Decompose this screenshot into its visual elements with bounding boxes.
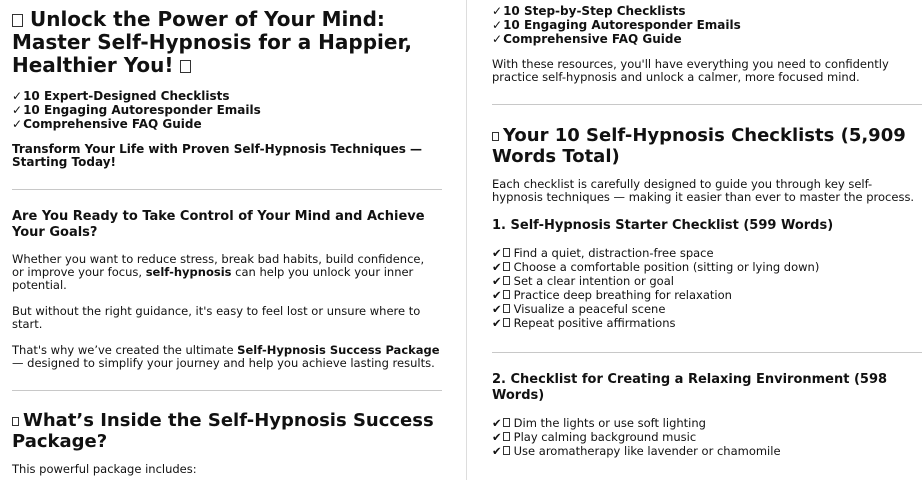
hero-title-line: Master Self-Hypnosis for a Happier, xyxy=(12,30,412,54)
checklist-item: ✔ Choose a comfortable position (sitting or lying down) xyxy=(492,260,820,274)
section-divider xyxy=(492,352,922,353)
checklist xyxy=(492,246,922,330)
checklists-heading: Your 10 Self-Hypnosis Checklists (5,909 Words Total) xyxy=(492,125,906,167)
checklists-intro: Each checklist is carefully designed to guide you through key self- hypnosis techniques — making it easier than ever to master the process. xyxy=(492,177,915,204)
check-icon: ✔ xyxy=(492,246,502,260)
feature-item: ✓Comprehensive FAQ Guide xyxy=(492,32,682,46)
check-icon: ✔ xyxy=(492,444,502,458)
question-heading: Are You Ready to Take Control of Your Mind and Achieve Your Goals? xyxy=(12,209,425,240)
checklist-item: ✔ Set a clear intention or goal xyxy=(492,274,674,288)
check-mark-icon: ✓ xyxy=(12,117,23,131)
checkbox-icon xyxy=(503,290,510,299)
feature-item: ✓Comprehensive FAQ Guide xyxy=(12,117,202,131)
check-mark-icon: ✓ xyxy=(492,4,503,18)
check-icon: ✔ xyxy=(492,274,502,288)
missing-glyph-icon xyxy=(180,60,191,73)
check-icon: ✔ xyxy=(492,316,502,330)
checklist-item: ✔ Find a quiet, distraction-free space xyxy=(492,246,714,260)
checklist-item: ✔ Use aromatherapy like lavender or chamomile xyxy=(492,444,781,458)
inside-heading: What’s Inside the Self-Hypnosis Success Package? xyxy=(12,410,434,452)
checklist-title: 2. Checklist for Creating a Relaxing Environment (598 Words) xyxy=(492,372,888,403)
checklist-item: ✔ Dim the lights or use soft lighting xyxy=(492,416,706,430)
checklist-item: ✔ Practice deep breathing for relaxation xyxy=(492,288,732,302)
check-mark-icon: ✓ xyxy=(492,18,503,32)
feature-list xyxy=(492,4,922,46)
column-divider xyxy=(466,0,467,480)
feature-item: ✓10 Expert-Designed Checklists xyxy=(12,89,230,103)
checkbox-icon xyxy=(503,432,510,441)
section-divider xyxy=(12,390,442,391)
checkbox-icon xyxy=(503,446,510,455)
feature-item: ✓10 Engaging Autoresponder Emails xyxy=(12,103,261,117)
missing-glyph-icon xyxy=(492,132,499,141)
section-divider xyxy=(492,104,922,105)
check-icon: ✔ xyxy=(492,302,502,316)
missing-glyph-icon xyxy=(12,14,23,27)
checkbox-icon xyxy=(503,248,510,257)
resources-paragraph: With these resources, you'll have everything you need to confidently practice self-hypnosis and unlock a calmer, more focused mind. xyxy=(492,57,889,84)
missing-glyph-icon xyxy=(12,417,19,426)
checklist-item: ✔ Repeat positive affirmations xyxy=(492,316,676,330)
check-icon: ✔ xyxy=(492,260,502,274)
tagline: Transform Your Life with Proven Self-Hypnosis Techniques — Starting Today! xyxy=(12,142,423,169)
checkbox-icon xyxy=(503,418,510,427)
checkbox-icon xyxy=(503,318,510,327)
feature-item: ✓10 Engaging Autoresponder Emails xyxy=(492,18,741,32)
check-mark-icon: ✓ xyxy=(12,103,23,117)
check-icon: ✔ xyxy=(492,416,502,430)
checkbox-icon xyxy=(503,276,510,285)
inside-intro: This powerful package includes: xyxy=(12,462,197,476)
checkbox-icon xyxy=(503,262,510,271)
feature-item: ✓10 Step-by-Step Checklists xyxy=(492,4,686,18)
guidance-paragraph: But without the right guidance, it's easy to feel lost or unsure where to start. xyxy=(12,304,421,331)
checklist xyxy=(492,416,922,458)
checkbox-icon xyxy=(503,304,510,313)
checklist-item: ✔ Play calming background music xyxy=(492,430,697,444)
checklist-title: 1. Self-Hypnosis Starter Checklist (599 Words) xyxy=(492,218,834,233)
check-mark-icon: ✓ xyxy=(12,89,23,103)
hero-title xyxy=(12,8,442,77)
feature-list xyxy=(12,89,442,131)
checklist-item: ✔ Visualize a peaceful scene xyxy=(492,302,666,316)
check-icon: ✔ xyxy=(492,288,502,302)
hero-title-line: Unlock the Power of Your Mind: xyxy=(29,7,385,31)
section-divider xyxy=(12,189,442,190)
check-icon: ✔ xyxy=(492,430,502,444)
check-mark-icon: ✓ xyxy=(492,32,503,46)
intro-paragraph: Whether you want to reduce stress, break bad habits, build confidence, or improve your focus, self-hypnosis can help you unlock your inner potential. xyxy=(12,252,425,292)
package-paragraph: That's why we’ve created the ultimate Self-Hypnosis Success Package — designed to simplify your journey and help you achieve lasting results. xyxy=(12,343,440,370)
hero-title-line: Healthier You! xyxy=(12,53,174,77)
